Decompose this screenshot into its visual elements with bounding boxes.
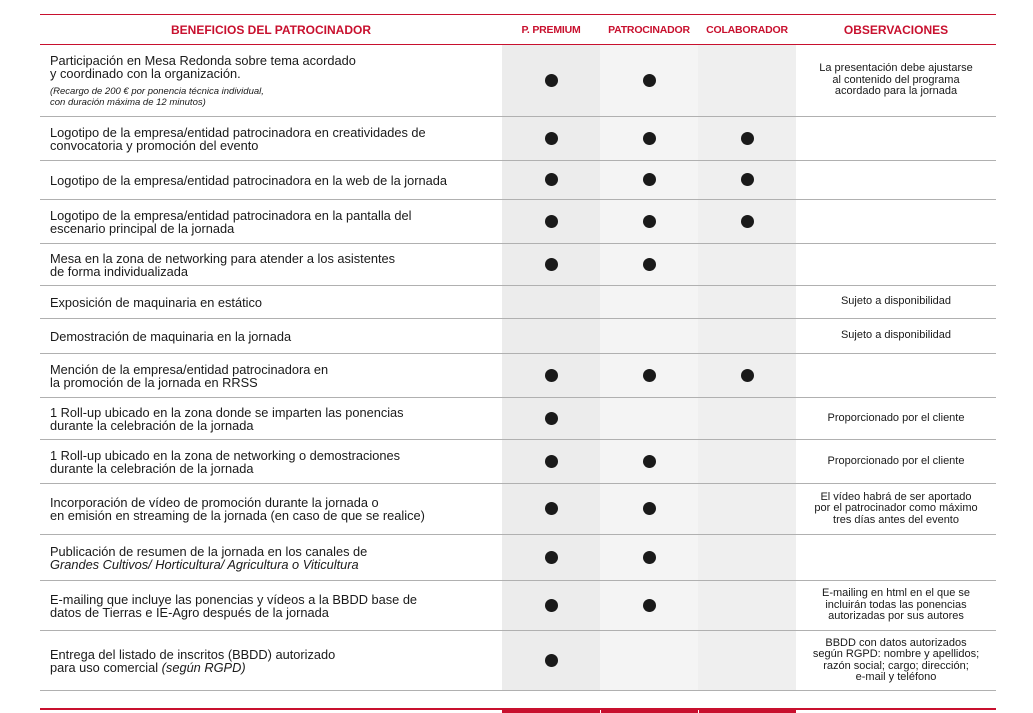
tier-cell-premium: [502, 117, 600, 161]
table-row: [40, 286, 996, 319]
included-dot-icon: [545, 551, 558, 564]
tier-cell-premium: [502, 161, 600, 200]
observation-cell: [796, 354, 996, 398]
benefit-cell: [40, 286, 502, 319]
tier-cell-patrocinador: [600, 286, 698, 319]
tier-cell-patrocinador: [600, 45, 698, 117]
benefits-table: [40, 14, 996, 691]
benefit-line: de forma individualizada: [50, 263, 189, 279]
benefit-line: Entrega del listado de inscritos (BBDD) autorizado: [50, 646, 336, 662]
tier-cell-premium: [502, 200, 600, 244]
tier-cell-premium: [502, 398, 600, 440]
tier-cell-premium: [502, 45, 600, 117]
benefit-cell: [40, 45, 502, 117]
tier-cell-colaborador: [698, 535, 796, 581]
observation-cell: [796, 45, 996, 117]
benefit-cell: [40, 319, 502, 354]
included-dot-icon: [643, 173, 656, 186]
included-dot-icon: [643, 74, 656, 87]
sponsorship-benefits-sheet: [40, 14, 996, 691]
footer-bar-colaborador: [699, 708, 796, 713]
benefit-line: Incorporación de vídeo de promoción durante la jornada o: [50, 495, 379, 510]
benefit-cell: [40, 117, 502, 161]
benefit-line: la promoción de la jornada en RRSS: [50, 374, 258, 390]
benefit-cell: [40, 440, 502, 484]
tier-cell-colaborador: [698, 286, 796, 319]
included-dot-icon: [643, 551, 656, 564]
benefit-cell: [40, 631, 502, 691]
tier-cell-colaborador: [698, 581, 796, 631]
observation-line: e-mail y teléfono: [855, 671, 937, 683]
observation-cell: [796, 244, 996, 286]
tier-cell-premium: [502, 535, 600, 581]
tier-cell-patrocinador: [600, 200, 698, 244]
observation-line: E-mailing en html en el que se: [822, 587, 970, 600]
tier-cell-premium: [502, 354, 600, 398]
tier-cell-patrocinador: [600, 244, 698, 286]
benefit-cell: [40, 581, 502, 631]
benefit-line: 1 Roll-up ubicado en la zona de networking o demostraciones: [50, 447, 400, 463]
included-dot-icon: [545, 132, 558, 145]
included-dot-icon: [545, 173, 558, 186]
included-dot-icon: [643, 258, 656, 271]
included-dot-icon: [741, 173, 754, 186]
benefit-line: y coordinado con la organización.: [50, 65, 241, 81]
footer-bar-patrocinador: [601, 708, 698, 713]
tier-cell-patrocinador: [600, 398, 698, 440]
benefit-line: Mesa en la zona de networking para atender a los asistentes: [50, 250, 396, 266]
benefit-cell: [40, 354, 502, 398]
included-dot-icon: [741, 132, 754, 145]
benefit-cell: [40, 398, 502, 440]
observation-cell: [796, 535, 996, 581]
table-row: [40, 45, 996, 117]
benefit-note: [50, 86, 492, 108]
tier-cell-premium: [502, 631, 600, 691]
observation-line: por el patrocinador como máximo: [814, 502, 978, 515]
table-row: [40, 398, 996, 440]
observation-cell: [796, 631, 996, 691]
benefit-line: Demostración de maquinaria en la jornada: [50, 328, 292, 344]
header-premium: P. PREMIUM: [502, 15, 600, 45]
observation-line: Proporcionado por el cliente: [827, 411, 965, 424]
tier-cell-patrocinador: [600, 535, 698, 581]
footer-bar-premium: [502, 708, 600, 713]
tier-cell-colaborador: [698, 117, 796, 161]
table-row: [40, 117, 996, 161]
table-row: [40, 354, 996, 398]
benefit-line: Logotipo de la empresa/entidad patrocinadora en creatividades de: [50, 124, 426, 140]
observation-line: El vídeo habrá de ser aportado: [820, 490, 972, 503]
included-dot-icon: [545, 215, 558, 228]
tier-cell-patrocinador: [600, 581, 698, 631]
tier-cell-patrocinador: [600, 440, 698, 484]
table-row: [40, 484, 996, 535]
observation-cell: [796, 398, 996, 440]
included-dot-icon: [643, 502, 656, 515]
benefit-italic-line: Grandes Cultivos/ Horticultura/ Agricultura o Viticultura: [50, 556, 359, 572]
tier-cell-colaborador: [698, 484, 796, 535]
benefit-line: durante la celebración de la jornada: [50, 460, 254, 476]
benefit-italic-tail: (según RGPD): [161, 659, 246, 675]
header-patrocinador: PATROCINADOR: [600, 15, 698, 45]
observation-cell: [796, 286, 996, 319]
tier-cell-colaborador: [698, 161, 796, 200]
observation-line: razón social; cargo; dirección;: [823, 659, 969, 672]
footer-accent: [40, 708, 996, 713]
benefit-cell: [40, 484, 502, 535]
tier-cell-patrocinador: [600, 117, 698, 161]
included-dot-icon: [545, 654, 558, 667]
tier-cell-premium: [502, 484, 600, 535]
included-dot-icon: [643, 215, 656, 228]
tier-cell-colaborador: [698, 200, 796, 244]
tier-cell-patrocinador: [600, 354, 698, 398]
tier-cell-premium: [502, 244, 600, 286]
observation-cell: [796, 161, 996, 200]
benefit-line: Logotipo de la empresa/entidad patrocinadora en la web de la jornada: [50, 172, 447, 188]
tier-cell-colaborador: [698, 244, 796, 286]
benefit-note-line: con duración máxima de 12 minutos): [50, 96, 206, 108]
benefit-note-line: (Recargo de 200 € por ponencia técnica individual,: [50, 85, 264, 97]
observation-cell: [796, 440, 996, 484]
included-dot-icon: [741, 369, 754, 382]
included-dot-icon: [643, 132, 656, 145]
tier-cell-colaborador: [698, 440, 796, 484]
benefit-line: escenario principal de la jornada: [50, 220, 235, 236]
included-dot-icon: [545, 599, 558, 612]
tier-cell-patrocinador: [600, 319, 698, 354]
tier-cell-patrocinador: [600, 484, 698, 535]
tier-cell-patrocinador: [600, 161, 698, 200]
included-dot-icon: [545, 369, 558, 382]
observation-line: incluirán todas las ponencias: [825, 598, 967, 611]
benefit-cell: [40, 161, 502, 200]
header-observaciones: OBSERVACIONES: [796, 15, 996, 45]
table-row: [40, 535, 996, 581]
included-dot-icon: [643, 455, 656, 468]
table-row: [40, 440, 996, 484]
table-row: [40, 161, 996, 200]
benefit-cell: [40, 244, 502, 286]
observation-line: acordado para la jornada: [834, 85, 958, 98]
benefit-line: datos de Tierras e IE-Agro después de la jornada: [50, 604, 329, 620]
table-row: [40, 200, 996, 244]
tier-cell-premium: [502, 440, 600, 484]
observation-cell: [796, 319, 996, 354]
included-dot-icon: [545, 412, 558, 425]
included-dot-icon: [545, 74, 558, 87]
benefit-line: [50, 661, 492, 674]
benefit-cell: [40, 200, 502, 244]
tier-cell-colaborador: [698, 45, 796, 117]
included-dot-icon: [741, 215, 754, 228]
observation-line: al contenido del programa: [832, 73, 960, 86]
benefit-line: E-mailing que incluye las ponencias y vídeos a la BBDD base de: [50, 591, 418, 607]
table-row: [40, 631, 996, 691]
observation-line: tres días antes del evento: [833, 513, 959, 526]
table-row: [40, 581, 996, 631]
tier-cell-colaborador: [698, 398, 796, 440]
tier-cell-premium: [502, 286, 600, 319]
benefit-cell: [40, 535, 502, 581]
benefit-line: Exposición de maquinaria en estático: [50, 294, 262, 310]
header-row: [40, 15, 996, 45]
observation-line: según RGPD: nombre y apellidos;: [812, 648, 980, 660]
benefit-line: Mención de la empresa/entidad patrocinadora en: [50, 361, 329, 377]
table-row: [40, 319, 996, 354]
observation-cell: [796, 484, 996, 535]
header-benefits: BENEFICIOS DEL PATROCINADOR: [40, 15, 502, 45]
observation-line: autorizadas por sus autores: [828, 610, 964, 623]
benefit-line: durante la celebración de la jornada: [50, 417, 254, 433]
benefit-line: en emisión en streaming de la jornada (en caso de que se realice): [50, 508, 425, 523]
benefit-line: convocatoria y promoción del evento: [50, 137, 259, 153]
benefit-line: Logotipo de la empresa/entidad patrocinadora en la pantalla del: [50, 207, 412, 223]
tier-cell-premium: [502, 581, 600, 631]
benefit-line: 1 Roll-up ubicado en la zona donde se imparten las ponencias: [50, 404, 404, 420]
benefit-line: Publicación de resumen de la jornada en los canales de: [50, 543, 368, 559]
included-dot-icon: [545, 258, 558, 271]
tier-cell-premium: [502, 319, 600, 354]
observation-cell: [796, 200, 996, 244]
observation-cell: [796, 581, 996, 631]
tier-cell-patrocinador: [600, 631, 698, 691]
included-dot-icon: [545, 502, 558, 515]
observation-line: Proporcionado por el cliente: [827, 454, 965, 467]
tier-cell-colaborador: [698, 631, 796, 691]
observation-cell: [796, 117, 996, 161]
header-colaborador: COLABORADOR: [698, 15, 796, 45]
observation-line: Sujeto a disponibilidad: [840, 329, 952, 342]
table-row: [40, 244, 996, 286]
benefit-line-text: para uso comercial: [50, 659, 162, 675]
included-dot-icon: [643, 369, 656, 382]
included-dot-icon: [545, 455, 558, 468]
observation-line: Sujeto a disponibilidad: [840, 295, 952, 308]
tier-cell-colaborador: [698, 319, 796, 354]
benefit-line: Participación en Mesa Redonda sobre tema acordado: [50, 52, 356, 68]
benefits-rows: [40, 45, 996, 691]
observation-line: La presentación debe ajustarse: [819, 62, 973, 75]
tier-cell-colaborador: [698, 354, 796, 398]
observation-line: BBDD con datos autorizados: [825, 636, 967, 649]
included-dot-icon: [643, 599, 656, 612]
